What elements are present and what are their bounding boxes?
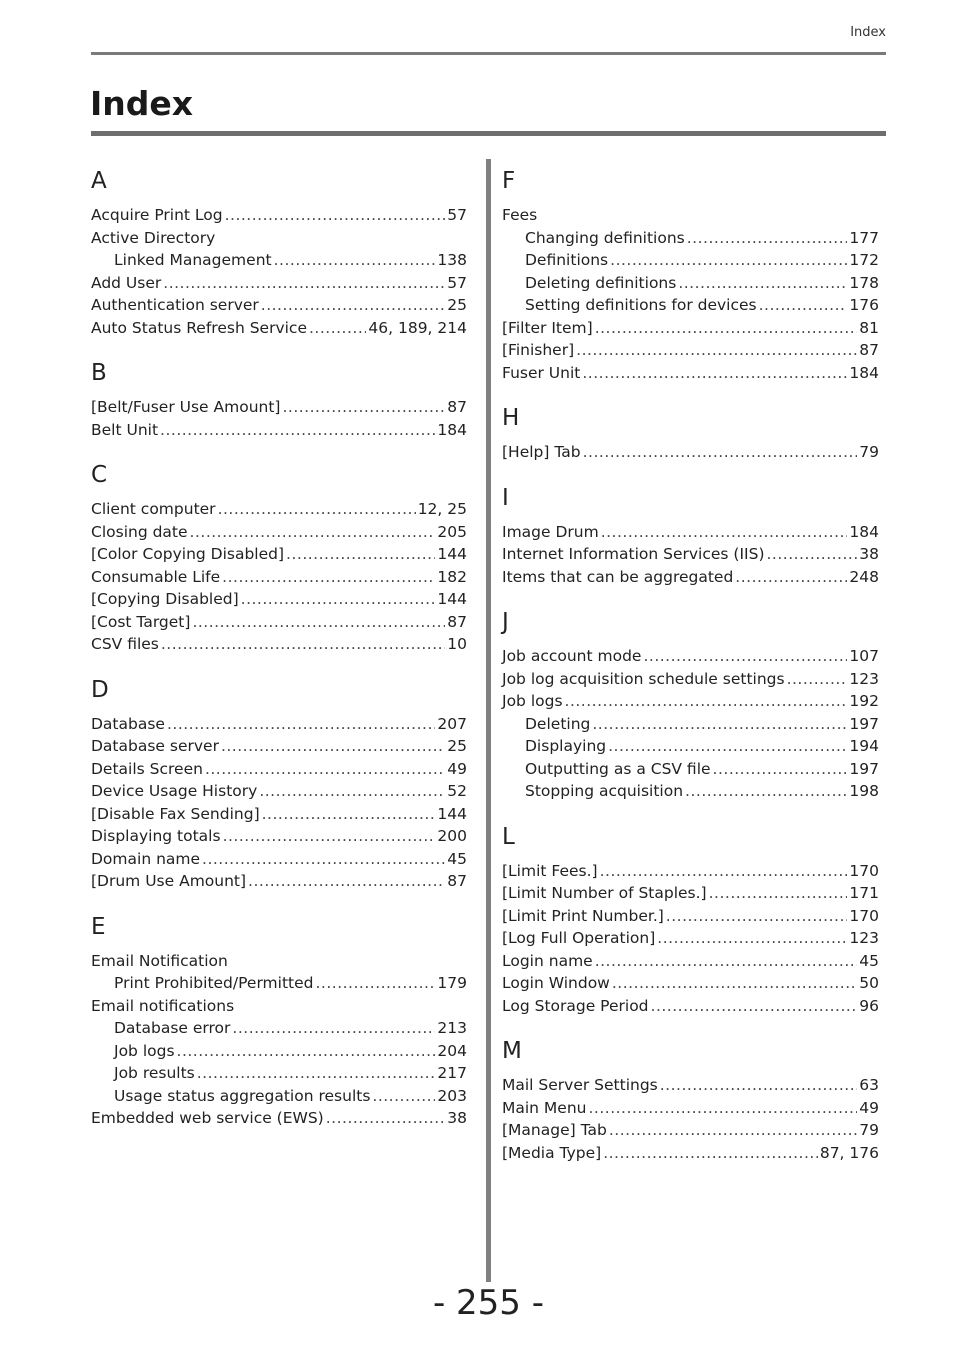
entry-label: Authentication server (91, 296, 259, 314)
dot-leader (163, 272, 445, 295)
entry-label: Embedded web service (EWS) (91, 1109, 324, 1127)
entry-pages: 203 (437, 1086, 467, 1105)
entry-label: Job account mode (502, 647, 642, 665)
index-subentry (91, 1062, 467, 1085)
title-rule (91, 131, 886, 136)
dot-leader (565, 690, 848, 713)
dot-leader (261, 294, 445, 317)
index-entry (91, 272, 467, 295)
index-entry (502, 543, 879, 566)
entry-pages: 184 (849, 522, 879, 541)
index-subentry (502, 294, 879, 317)
index-entry (502, 1119, 879, 1142)
entry-label: [Finisher] (502, 341, 575, 359)
dot-leader (222, 566, 435, 589)
entry-pages: 12, 25 (417, 500, 467, 518)
entry-label: Job results (114, 1064, 195, 1082)
entry-label: Image Drum (502, 522, 599, 541)
entry-label: Database server (91, 737, 219, 755)
entry-pages: 248 (849, 567, 879, 586)
index-subentry (502, 227, 879, 250)
dot-leader (610, 249, 847, 272)
dot-leader (685, 780, 847, 803)
entry-label: Deleting (525, 714, 591, 733)
entry-pages: 197 (849, 759, 879, 778)
header-rule (91, 52, 886, 55)
index-entry (502, 1097, 879, 1120)
entry-label: Displaying (525, 737, 607, 755)
entry-pages: 63 (859, 1076, 879, 1094)
column-divider (486, 159, 491, 1282)
index-entry (91, 825, 467, 848)
entry-pages: 38 (447, 1109, 467, 1127)
dot-leader (660, 1074, 858, 1097)
index-entry (91, 566, 467, 589)
entry-pages: 79 (859, 1121, 879, 1139)
index-entry (91, 204, 467, 227)
index-entry (502, 441, 879, 464)
entry-label: Login name (502, 951, 593, 970)
entry-pages: 46, 189, 214 (368, 318, 467, 337)
entry-pages: 25 (447, 737, 467, 755)
section-letter: I (502, 484, 509, 511)
index-entry (502, 882, 879, 905)
entry-label: [Color Copying Disabled] (91, 545, 285, 563)
entry-label: [Limit Print Number.] (502, 906, 664, 925)
section-letter: C (91, 462, 108, 488)
entry-pages: 200 (437, 827, 467, 845)
entry-label: [Cost Target] (91, 612, 191, 631)
dot-leader (225, 204, 446, 227)
dot-leader (595, 950, 858, 973)
dot-leader (197, 1062, 436, 1085)
entry-label: Displaying totals (91, 827, 221, 845)
index-subentry (91, 1085, 467, 1108)
index-subentry (502, 735, 879, 758)
entry-pages: 87 (447, 612, 467, 631)
entry-label: Database error (114, 1019, 231, 1037)
index-column-left (91, 165, 467, 1148)
dot-leader (600, 860, 848, 883)
entry-label: Items that can be aggregated (502, 567, 734, 586)
entry-label: [Drum Use Amount] (91, 872, 247, 890)
entry-label: Domain name (91, 849, 201, 868)
index-entry (502, 860, 879, 883)
entry-label: Add User (91, 273, 162, 292)
index-column-right (502, 165, 879, 1182)
entry-label: Linked Management (114, 251, 272, 269)
entry-pages: 57 (447, 273, 467, 292)
dot-leader (767, 543, 858, 566)
index-subentry (502, 249, 879, 272)
entry-pages: 144 (437, 590, 467, 608)
entry-label: Closing date (91, 522, 188, 541)
index-entry (502, 950, 879, 973)
dot-leader (582, 362, 847, 385)
section-letter: J (502, 609, 509, 635)
entry-pages: 192 (849, 692, 879, 710)
entry-pages: 184 (437, 420, 467, 439)
entry-label: Details Screen (91, 759, 203, 778)
index-entry (91, 521, 467, 544)
dot-leader (709, 882, 848, 905)
entry-label: Acquire Print Log (91, 206, 223, 224)
index-subentry (502, 758, 879, 781)
entry-pages: 171 (849, 884, 879, 902)
entry-label: Consumable Life (91, 567, 221, 586)
dot-leader (177, 1040, 436, 1063)
dot-leader (241, 588, 436, 611)
entry-pages: 205 (437, 522, 467, 541)
entry-label: Outputting as a CSV file (525, 759, 711, 778)
index-section (502, 606, 879, 803)
entry-pages: 96 (859, 996, 879, 1015)
entry-label: Belt Unit (91, 420, 159, 439)
index-entry (91, 995, 467, 1018)
running-head: Index (850, 25, 886, 40)
dot-leader (759, 294, 848, 317)
entry-label: Definitions (525, 251, 609, 269)
dot-leader (713, 758, 848, 781)
entry-pages: 207 (437, 714, 467, 733)
index-entry (91, 294, 467, 317)
index-entry (91, 848, 467, 871)
dot-leader (576, 339, 857, 362)
entry-label: Log Storage Period (502, 996, 649, 1015)
dot-leader (160, 419, 435, 442)
index-section (502, 402, 879, 464)
entry-pages: 87 (447, 398, 467, 416)
index-section (502, 482, 879, 589)
dot-leader (601, 521, 848, 544)
section-letter: L (502, 823, 515, 850)
entry-pages: 87 (859, 341, 879, 359)
dot-leader (190, 521, 436, 544)
index-section (91, 165, 467, 339)
section-letter: F (502, 168, 516, 194)
section-letter: D (91, 676, 109, 703)
index-entry (502, 1142, 879, 1165)
section-letter: M (502, 1038, 522, 1064)
index-section (91, 357, 467, 441)
entry-pages: 87, 176 (819, 1143, 879, 1162)
index-subentry (91, 1017, 467, 1040)
entry-pages: 10 (447, 635, 467, 653)
entry-pages: 197 (849, 714, 879, 733)
section-letter: H (502, 405, 520, 431)
dot-leader (595, 317, 858, 340)
index-entry (91, 950, 467, 973)
entry-label: [Log Full Operation] (502, 929, 656, 947)
entry-pages: 144 (437, 804, 467, 823)
dot-leader (202, 848, 445, 871)
index-entry (502, 566, 879, 589)
dot-leader (167, 713, 435, 736)
entry-pages: 176 (849, 296, 879, 314)
section-letter: A (91, 168, 107, 194)
dot-leader (608, 735, 847, 758)
dot-leader (326, 1107, 446, 1130)
index-entry (91, 870, 467, 893)
page-title: Index (90, 84, 194, 123)
entry-label: Database (91, 714, 165, 733)
entry-label: [Belt/Fuser Use Amount] (91, 398, 281, 416)
index-entry (502, 362, 879, 385)
entry-pages: 198 (849, 782, 879, 800)
dot-leader (316, 972, 436, 995)
entry-label: Mail Server Settings (502, 1076, 658, 1094)
index-entry (91, 227, 467, 250)
dot-leader (651, 995, 858, 1018)
entry-pages: 177 (849, 228, 879, 247)
entry-pages: 123 (849, 929, 879, 947)
dot-leader (274, 249, 436, 272)
entry-label: Fuser Unit (502, 363, 581, 382)
entry-label: Main Menu (502, 1098, 587, 1117)
entry-pages: 170 (849, 906, 879, 925)
entry-label: Setting definitions for devices (525, 296, 757, 314)
entry-pages: 170 (849, 861, 879, 880)
index-section (502, 165, 879, 384)
dot-leader (603, 1142, 818, 1165)
dot-leader (248, 870, 445, 893)
index-entry (502, 972, 879, 995)
dot-leader (666, 905, 848, 928)
dot-leader (657, 927, 847, 950)
index-subentry (502, 780, 879, 803)
entry-pages: 25 (447, 296, 467, 314)
dot-leader (218, 498, 416, 521)
entry-pages: 107 (849, 647, 879, 665)
entry-label: Changing definitions (525, 228, 685, 247)
index-entry (502, 905, 879, 928)
index-subentry (502, 713, 879, 736)
dot-leader (232, 1017, 435, 1040)
index-entry (502, 204, 879, 227)
index-entry (91, 588, 467, 611)
index-section (91, 674, 467, 893)
index-entry (91, 803, 467, 826)
entry-label: Client computer (91, 500, 216, 518)
entry-label: [Limit Fees.] (502, 861, 598, 880)
entry-label: [Media Type] (502, 1143, 602, 1162)
index-subentry (502, 272, 879, 295)
dot-leader (687, 227, 848, 250)
entry-label: Usage status aggregation results (114, 1086, 371, 1105)
index-entry (91, 780, 467, 803)
dot-leader (592, 713, 847, 736)
dot-leader (372, 1085, 435, 1108)
entry-label: Internet Information Services (IIS) (502, 545, 765, 563)
index-entry (502, 521, 879, 544)
dot-leader (259, 780, 445, 803)
entry-pages: 179 (437, 974, 467, 992)
index-entry (91, 498, 467, 521)
entry-label: [Limit Number of Staples.] (502, 884, 707, 902)
entry-label: Print Prohibited/Permitted (114, 974, 314, 992)
entry-label: Email Notification (91, 951, 228, 970)
entry-label: [Manage] Tab (502, 1121, 607, 1139)
entry-label: Email notifications (91, 996, 235, 1015)
entry-label: Job log acquisition schedule settings (502, 669, 785, 688)
dot-leader (787, 668, 848, 691)
index-entry (91, 735, 467, 758)
entry-pages: 194 (849, 737, 879, 755)
entry-label: Auto Status Refresh Service (91, 318, 307, 337)
entry-pages: 204 (437, 1041, 467, 1060)
entry-label: Login Window (502, 974, 610, 992)
entry-pages: 49 (447, 759, 467, 778)
dot-leader (161, 633, 445, 656)
index-section (91, 459, 467, 656)
index-entry (91, 758, 467, 781)
dot-leader (589, 1097, 858, 1120)
entry-label: Device Usage History (91, 782, 258, 800)
index-entry (502, 690, 879, 713)
dot-leader (612, 972, 857, 995)
index-entry (91, 396, 467, 419)
dot-leader (286, 543, 435, 566)
index-entry (502, 1074, 879, 1097)
index-entry (91, 633, 467, 656)
entry-pages: 138 (437, 251, 467, 269)
entry-label: Job logs (502, 692, 563, 710)
index-section (502, 1035, 879, 1164)
index-entry (91, 713, 467, 736)
index-entry (502, 995, 879, 1018)
dot-leader (221, 735, 445, 758)
entry-pages: 217 (437, 1064, 467, 1082)
dot-leader (309, 317, 366, 340)
dot-leader (609, 1119, 857, 1142)
index-entry (91, 611, 467, 634)
entry-pages: 87 (447, 872, 467, 890)
index-subentry (91, 249, 467, 272)
entry-pages: 178 (849, 273, 879, 292)
entry-label: CSV files (91, 635, 159, 653)
section-letter: B (91, 360, 107, 386)
index-entry (91, 543, 467, 566)
entry-pages: 45 (447, 849, 467, 868)
entry-pages: 52 (447, 782, 467, 800)
entry-pages: 172 (849, 251, 879, 269)
dot-leader (643, 645, 847, 668)
entry-pages: 123 (849, 669, 879, 688)
dot-leader (192, 611, 445, 634)
dot-leader (262, 803, 436, 826)
entry-pages: 57 (447, 206, 467, 224)
index-entry (91, 419, 467, 442)
dot-leader (735, 566, 847, 589)
index-entry (91, 317, 467, 340)
entry-pages: 213 (437, 1019, 467, 1037)
index-entry (502, 668, 879, 691)
section-letter: E (91, 913, 106, 940)
index-entry (502, 317, 879, 340)
dot-leader (678, 272, 847, 295)
index-entry (91, 1107, 467, 1130)
entry-pages: 45 (859, 951, 879, 970)
entry-label: Deleting definitions (525, 273, 677, 292)
entry-label: Job logs (114, 1041, 175, 1060)
entry-pages: 38 (859, 545, 879, 563)
entry-label: Stopping acquisition (525, 782, 684, 800)
entry-label: [Filter Item] (502, 318, 593, 337)
index-section (91, 911, 467, 1130)
index-entry (502, 927, 879, 950)
entry-pages: 49 (859, 1098, 879, 1117)
index-section (502, 821, 879, 1018)
entry-pages: 144 (437, 545, 467, 563)
index-entry (502, 339, 879, 362)
entry-label: [Disable Fax Sending] (91, 804, 260, 823)
dot-leader (223, 825, 436, 848)
page-number: - 255 - (432, 1283, 545, 1323)
index-subentry (91, 972, 467, 995)
entry-label: Active Directory (91, 228, 216, 247)
entry-pages: 50 (859, 974, 879, 992)
entry-label: [Copying Disabled] (91, 590, 239, 608)
index-subentry (91, 1040, 467, 1063)
index-entry (502, 645, 879, 668)
entry-label: Fees (502, 206, 538, 224)
entry-label: [Help] Tab (502, 443, 581, 461)
entry-pages: 79 (859, 443, 879, 461)
entry-pages: 184 (849, 363, 879, 382)
dot-leader (583, 441, 858, 464)
dot-leader (205, 758, 445, 781)
entry-pages: 81 (859, 318, 879, 337)
entry-pages: 182 (437, 567, 467, 586)
dot-leader (282, 396, 445, 419)
